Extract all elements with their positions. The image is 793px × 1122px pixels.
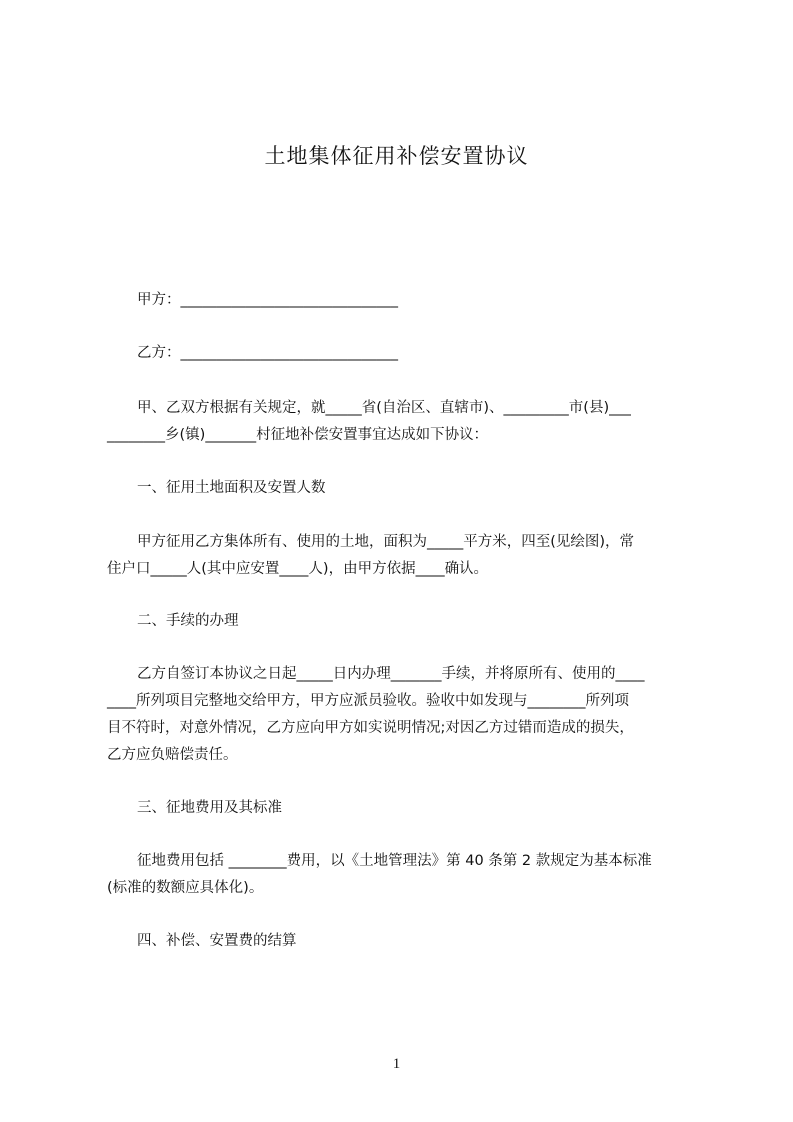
section-1-line-2: 住户口_____人(其中应安置____人)，由甲方依据____确认。: [107, 561, 489, 577]
section-2-line-3: 目不符时，对意外情况，乙方应向甲方如实说明情况;对因乙方过错而造成的损失，: [107, 720, 634, 736]
section-2-line-1: 乙方自签订本协议之日起_____日内办理_______手续，并将原所有、使用的____: [137, 666, 645, 682]
section-3-heading: 三、征地费用及其标准: [137, 800, 282, 816]
section-1-heading: 一、征用土地面积及安置人数: [137, 480, 326, 496]
section-4-heading: 四、补偿、安置费的结算: [137, 933, 297, 949]
section-2-heading: 二、手续的办理: [137, 613, 239, 629]
section-2-line-4: 乙方应负赔偿责任。: [107, 747, 238, 763]
page-number: 1: [392, 1056, 401, 1072]
section-3-line-2: (标准的数额应具体化)。: [107, 880, 264, 896]
section-2-line-2: ____所列项目完整地交给甲方，甲方应派员验收。验收中如发现与________所列项: [107, 693, 629, 709]
party-b-line: 乙方：______________________________: [137, 345, 398, 361]
preamble-line-1: 甲、乙双方根据有关规定，就_____省(自治区、直辖市)、_________市(县)___: [137, 400, 631, 416]
section-3-line-1: 征地费用包括 ________费用，以《土地管理法》第 40 条第 2 款规定为基本标准: [137, 853, 652, 869]
document-title: 土地集体征用补偿安置协议: [264, 144, 529, 168]
preamble-line-2: ________乡(镇)_______村征地补偿安置事宜达成如下协议：: [107, 427, 489, 443]
section-1-line-1: 甲方征用乙方集体所有、使用的土地，面积为_____平方米，四至(见绘图)，常: [137, 534, 635, 550]
party-a-line: 甲方：______________________________: [137, 292, 398, 308]
